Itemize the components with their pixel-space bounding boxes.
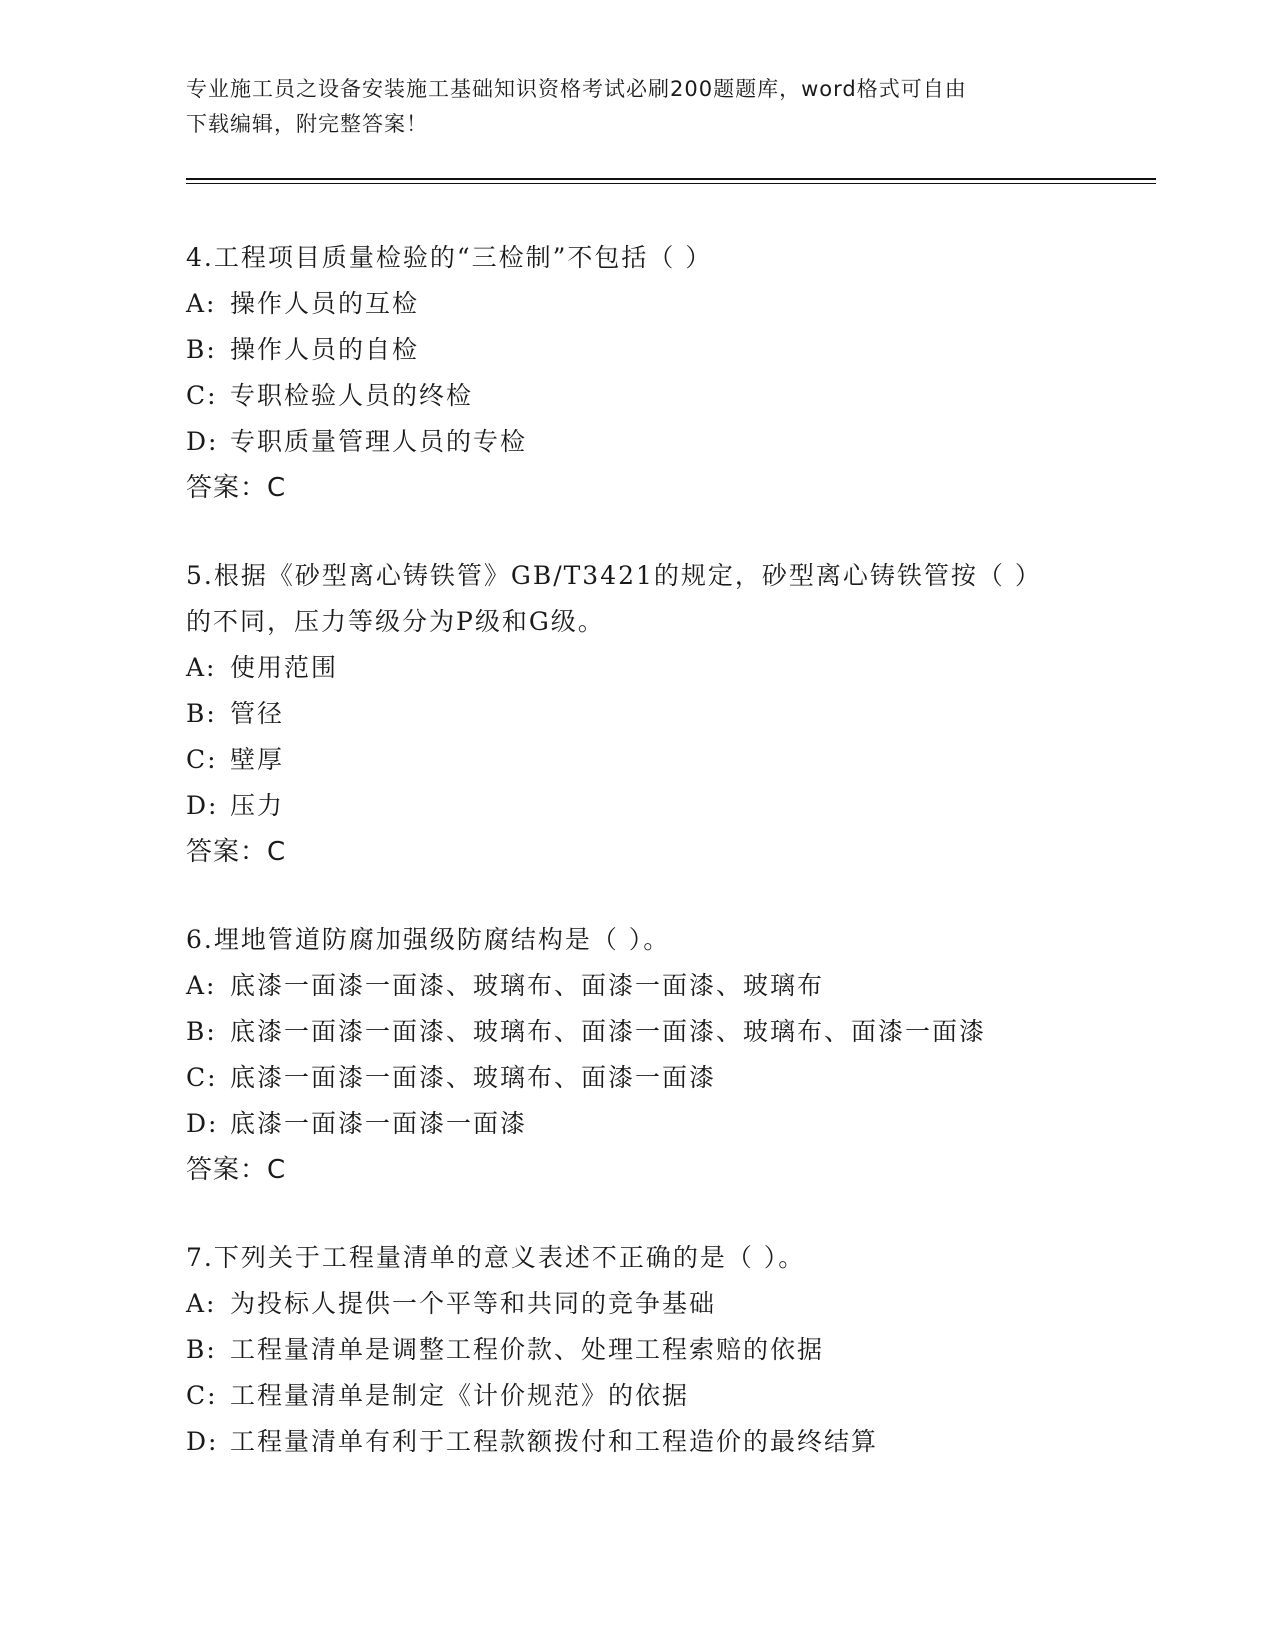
question-5 bbox=[186, 553, 1126, 875]
option-text: 底漆一面漆一面漆一面漆 bbox=[230, 1109, 528, 1138]
option-b bbox=[186, 1009, 1126, 1055]
option-d bbox=[186, 419, 1126, 465]
option-key: D: bbox=[186, 1109, 219, 1138]
option-text: 专职质量管理人员的专检 bbox=[230, 427, 528, 456]
option-b bbox=[186, 691, 1126, 737]
question-stem: 4.工程项目质量检验的“三检制”不包括（ ） bbox=[186, 243, 713, 272]
option-d bbox=[186, 1101, 1126, 1147]
option-key: A: bbox=[186, 289, 217, 318]
option-key: B: bbox=[186, 1335, 217, 1364]
question-stem-line-1: 5.根据《砂型离心铸铁管》GB/T3421的规定，砂型离心铸铁管按（ ） bbox=[186, 561, 1042, 590]
header-divider-thick bbox=[186, 178, 1156, 180]
option-a bbox=[186, 645, 1126, 691]
option-text: 专职检验人员的终检 bbox=[230, 381, 474, 410]
option-key: C: bbox=[186, 1063, 218, 1092]
question-4 bbox=[186, 235, 1126, 511]
option-key: A: bbox=[186, 971, 217, 1000]
option-key: A: bbox=[186, 653, 217, 682]
option-c bbox=[186, 1055, 1126, 1101]
answer-line: 答案：C bbox=[186, 837, 287, 867]
option-text: 工程量清单是调整工程价款、处理工程索赔的依据 bbox=[230, 1335, 825, 1364]
option-key: B: bbox=[186, 699, 217, 728]
option-a bbox=[186, 1281, 1126, 1327]
option-text: 使用范围 bbox=[230, 653, 339, 682]
question-7 bbox=[186, 1235, 1126, 1465]
option-text: 工程量清单是制定《计价规范》的依据 bbox=[230, 1381, 690, 1410]
option-key: B: bbox=[186, 335, 217, 364]
option-key: C: bbox=[186, 745, 218, 774]
option-key: D: bbox=[186, 427, 219, 456]
option-text: 底漆一面漆一面漆、玻璃布、面漆一面漆、玻璃布、面漆一面漆 bbox=[230, 1017, 987, 1046]
option-b bbox=[186, 1327, 1126, 1373]
option-text: 操作人员的互检 bbox=[230, 289, 420, 318]
option-text: 底漆一面漆一面漆、玻璃布、面漆一面漆 bbox=[230, 1063, 717, 1092]
option-text: 工程量清单有利于工程款额拨付和工程造价的最终结算 bbox=[230, 1427, 879, 1456]
option-key: B: bbox=[186, 1017, 217, 1046]
answer-line: 答案：C bbox=[186, 1155, 287, 1185]
question-list bbox=[186, 235, 1126, 1507]
option-text: 操作人员的自检 bbox=[230, 335, 420, 364]
option-d bbox=[186, 1419, 1126, 1465]
option-text: 压力 bbox=[230, 791, 285, 820]
option-a bbox=[186, 963, 1126, 1009]
option-key: C: bbox=[186, 381, 218, 410]
option-text: 为投标人提供一个平等和共同的竞争基础 bbox=[230, 1289, 717, 1318]
option-c bbox=[186, 1373, 1126, 1419]
document-header bbox=[186, 72, 1066, 142]
option-key: D: bbox=[186, 1427, 219, 1456]
question-stem: 7.下列关于工程量清单的意义表述不正确的是（ ）。 bbox=[186, 1243, 806, 1272]
option-d bbox=[186, 783, 1126, 829]
question-stem: 6.埋地管道防腐加强级防腐结构是（ ）。 bbox=[186, 925, 671, 954]
option-key: C: bbox=[186, 1381, 218, 1410]
option-text: 管径 bbox=[230, 699, 285, 728]
question-6 bbox=[186, 917, 1126, 1193]
option-c bbox=[186, 737, 1126, 783]
option-b bbox=[186, 327, 1126, 373]
option-c bbox=[186, 373, 1126, 419]
header-title-line-1: 专业施工员之设备安装施工基础知识资格考试必刷200题题库，word格式可自由 bbox=[186, 77, 967, 101]
question-stem-line-2: 的不同，压力等级分为P级和G级。 bbox=[186, 607, 605, 636]
option-a bbox=[186, 281, 1126, 327]
option-key: A: bbox=[186, 1289, 217, 1318]
option-key: D: bbox=[186, 791, 219, 820]
header-divider-thin bbox=[186, 183, 1156, 184]
header-title-line-2: 下载编辑，附完整答案！ bbox=[186, 112, 428, 136]
option-text: 壁厚 bbox=[230, 745, 285, 774]
option-text: 底漆一面漆一面漆、玻璃布、面漆一面漆、玻璃布 bbox=[230, 971, 825, 1000]
answer-line: 答案：C bbox=[186, 473, 287, 503]
